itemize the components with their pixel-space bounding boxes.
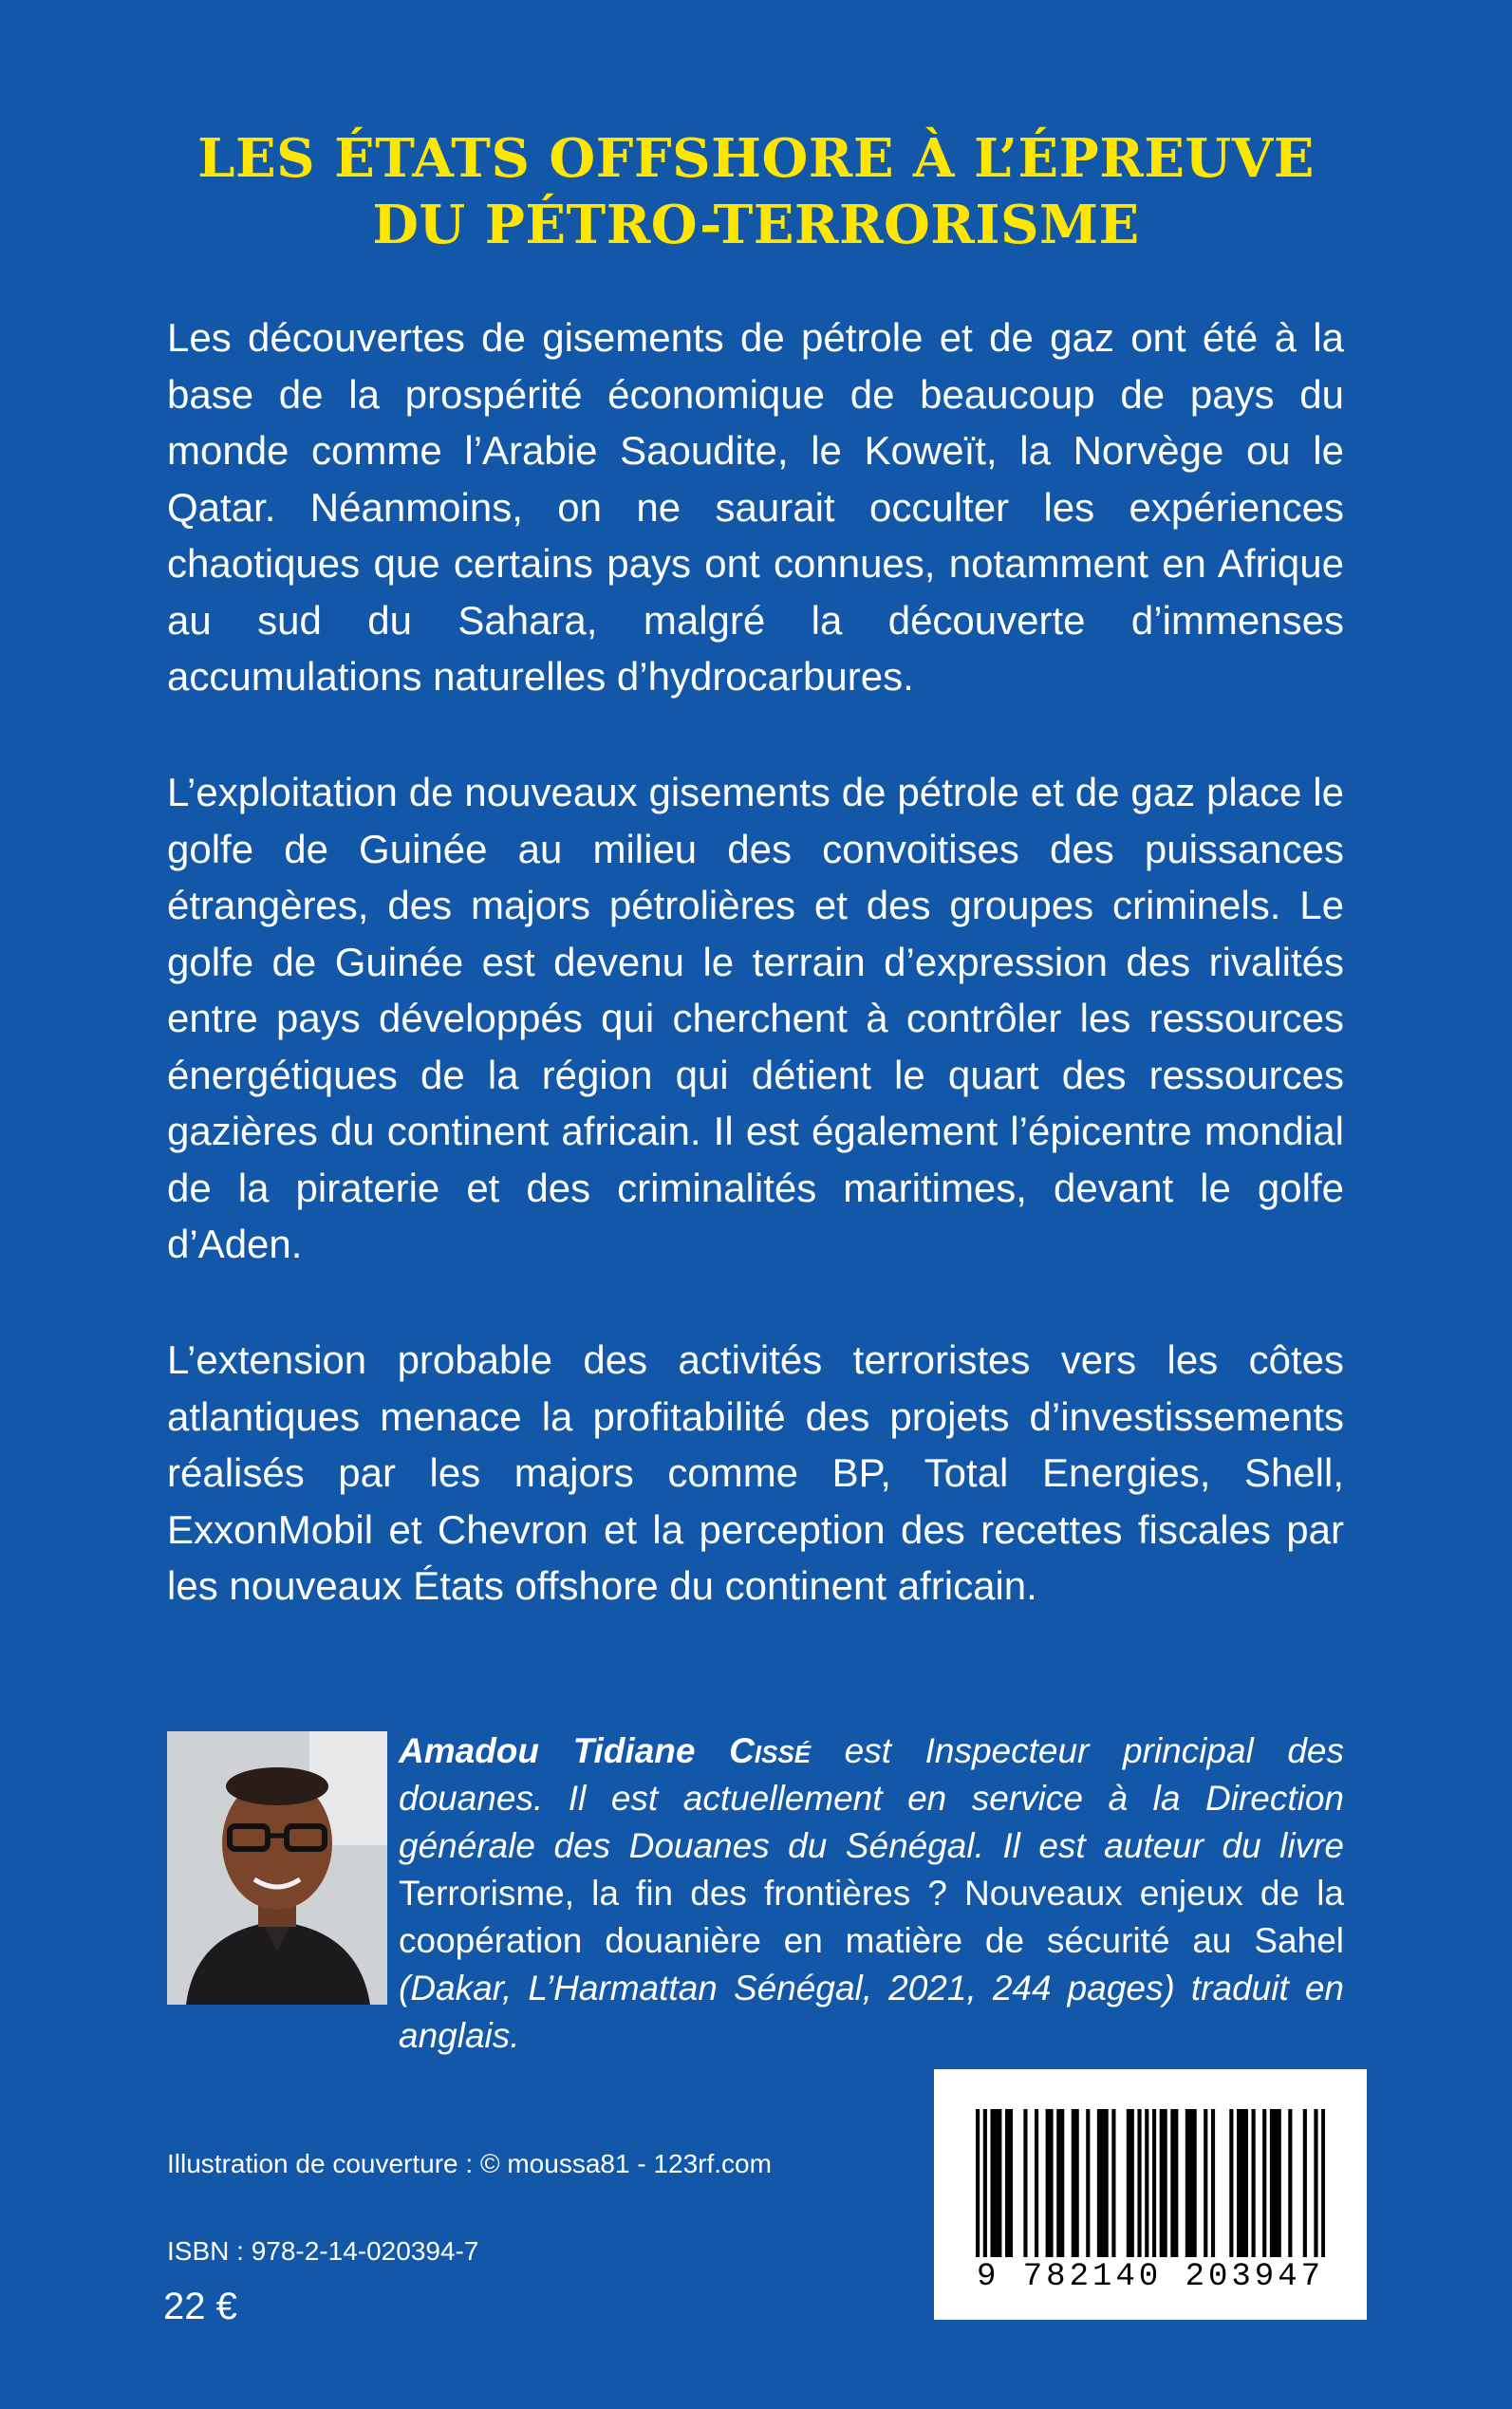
barcode-bar [1035,2109,1038,2257]
barcode-bar [1274,2109,1278,2257]
barcode-bar [1278,2109,1281,2257]
barcode-bar [1185,2109,1189,2257]
barcode-bar [1086,2109,1090,2257]
summary-paragraph-1: Les découvertes de gisements de pétrole et de gaz ont été à la base de la prospérité économique de beaucoup de pays du monde comme l’Arabie Saoudite, le Koweït, la Norvège ou le Qatar. Néanmoins, on ne saurait occulter les expériences chaotiques que certains pays ont connues, notamment en Afrique au sud du Sahara, malgré la découverte d’immenses accumulations naturelles d’hydrocarbures. [167,315,1344,699]
barcode-bar [1237,2109,1241,2257]
barcode-bar [1046,2109,1050,2257]
book-title [114,125,1398,258]
cover-illustration-credit: Illustration de couverture : © moussa81 - 123rf.com [167,2149,772,2178]
barcode-bar [1075,2109,1079,2257]
barcode-bar [994,2109,998,2257]
barcode-bar [1127,2109,1130,2257]
barcode-bar [1288,2109,1292,2257]
barcode-bar [1145,2109,1148,2257]
barcode-bar [1174,2109,1178,2257]
barcode-bar [1270,2109,1274,2257]
barcode-bars [976,2109,1325,2257]
barcode-bar [1303,2109,1307,2257]
barcode-number: 9 782140 203947 [976,2259,1325,2295]
barcode-bar [1204,2109,1207,2257]
barcode-bar [990,2109,994,2257]
barcode-bar [1009,2109,1013,2257]
barcode-bar [998,2109,1001,2257]
book-title-line-2: DU PÉTRO-TERRORISME [372,194,1140,256]
barcode-bar [976,2109,980,2257]
author-bio-part-1: est Inspecteur principal des douanes. Il est actuellement en service à la Direction générale des Douanes du Sénégal. Il est auteur du livre [399,1731,1345,1865]
barcode-bar [1105,2109,1109,2257]
summary-paragraph-3: L’extension probable des activités terroristes vers les côtes atlantiques menace la profitabilité des projets d’investissements réalisés par les majors comme BP, Total Energies, Shell, ExxonMobil et Chevron et la perception des recettes fiscales par les nouveaux États offshore du continent africain. [167,1337,1344,1608]
barcode-bar [1229,2109,1233,2257]
author-first-names: Amadou Tidiane [399,1731,696,1770]
barcode-bar [1244,2109,1248,2257]
barcode-bar [1130,2109,1134,2257]
barcode-bar [1005,2109,1009,2257]
barcode-bar [1023,2109,1027,2257]
author-photo [167,1731,387,2005]
price: 22 € [163,2286,237,2327]
barcode-bar [983,2109,987,2257]
barcode-bar [1314,2109,1317,2257]
barcode-bar [1241,2109,1244,2257]
author-book-title: Terrorisme, la fin des frontières ? Nouveaux enjeux de la coopération douanière en matière de sécurité au Sahel [399,1874,1344,1960]
author-bio [399,1727,1344,2060]
barcode-bar [1097,2109,1101,2257]
barcode-bar [1252,2109,1256,2257]
barcode-bar [1049,2109,1053,2257]
barcode-bar [1111,2109,1115,2257]
barcode-bar [1262,2109,1266,2257]
barcode-bar [1164,2109,1167,2257]
isbn: ISBN : 978-2-14-020394-7 [167,2236,479,2266]
barcode [934,2069,1367,2320]
barcode-bar [1193,2109,1197,2257]
barcode-bar [1189,2109,1193,2257]
barcode-bar [1152,2109,1156,2257]
barcode-bar [1060,2109,1064,2257]
barcode-bar [1211,2109,1215,2257]
barcode-bar [1137,2109,1141,2257]
barcode-bar [1072,2109,1075,2257]
barcode-bar [1056,2109,1060,2257]
summary-paragraph-2: L’exploitation de nouveaux gisements de pétrole et de gaz place le golfe de Guinée au milieu des convoitises des puissances étrangères, des majors pétrolières et des groupes criminels. Le golfe de Guinée est devenu le terrain d’expression des rivalités entre pays développés qui cherchent à contrôler les ressources énergétiques de la région qui détient le quart des ressources gazières du continent africain. Il est également l’épicentre mondial de la piraterie et des criminalités maritimes, devant le golfe d’Aden. [167,770,1344,1266]
barcode-bar [1101,2109,1105,2257]
author-bio-part-2: (Dakar, L’Harmattan Sénégal, 2021, 244 pages) traduit en anglais. [399,1969,1344,2055]
barcode-bar [1321,2109,1325,2257]
barcode-bar [1160,2109,1164,2257]
author-surname: Cissé [729,1731,812,1770]
barcode-bar [1170,2109,1174,2257]
book-title-line-1: LES ÉTATS OFFSHORE À L’ÉPREUVE [197,127,1315,190]
